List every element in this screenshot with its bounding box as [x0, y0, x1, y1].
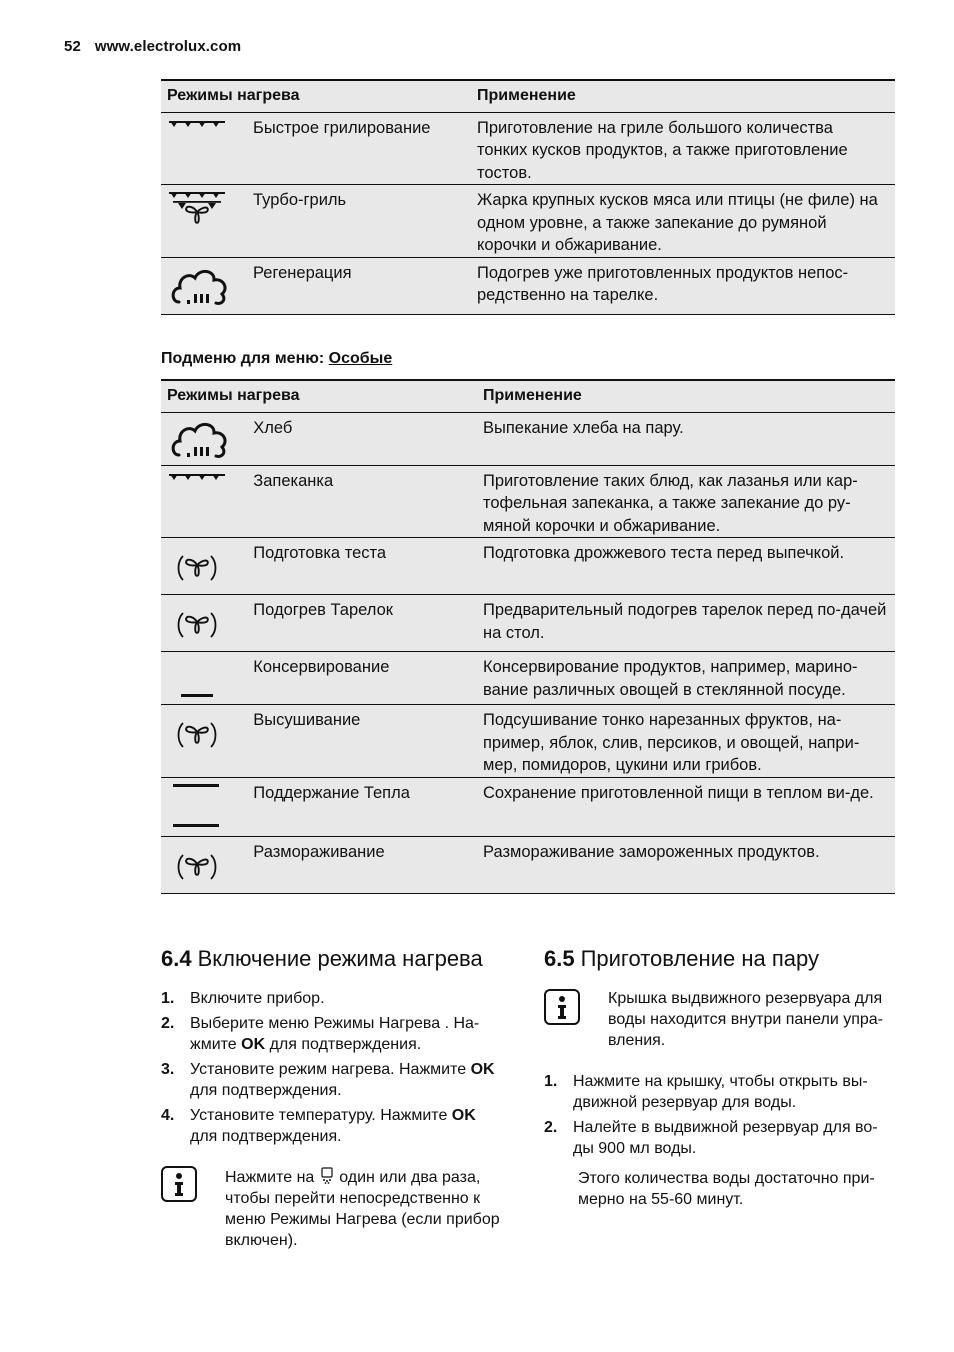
fan-icon: [161, 705, 247, 778]
col-header-mode: Режимы нагрева: [161, 80, 471, 112]
mode-name: Хлеб: [247, 412, 477, 465]
mode-application: Подготовка дрожжевого теста перед выпечкой.: [477, 538, 895, 595]
mode-name: Высушивание: [247, 705, 477, 778]
extra-note: Этого количества воды достаточно при-мерно на 55-60 минут.: [578, 1170, 875, 1208]
step-text: Налейте в выдвижной резервуар для во-ды 900 мл воды.: [573, 1119, 878, 1157]
grill-icon: [161, 465, 247, 538]
list-item: [161, 1013, 506, 1055]
bottom-heat-icon: [161, 652, 247, 705]
steam-button-icon: [319, 1167, 335, 1185]
table-row: [161, 836, 895, 893]
steam-regeneration-icon: [161, 257, 247, 314]
list-item: [161, 988, 506, 1009]
mode-application: Подсушивание тонко нарезанных фруктов, на-пример, яблок, слив, персиков, и овощей, напри-мер, помидоров, цукини или грибов.: [477, 705, 895, 778]
fan-icon: [161, 595, 247, 652]
fan-icon: [161, 538, 247, 595]
mode-application: Приготовление таких блюд, как лазанья или кар-тофельная запеканка, а также запекание до ру-мяной корочки и обжаривание.: [477, 465, 895, 538]
table-row: [161, 538, 895, 595]
mode-application: Консервирование продуктов, например, марино-вание различных овощей в стеклянной посуде.: [477, 652, 895, 705]
table-row: [161, 705, 895, 778]
mode-name: Консервирование: [247, 652, 477, 705]
section-number: 6.5: [544, 946, 575, 971]
mode-application: Предварительный подогрев тарелок перед по-дачей на стол.: [477, 595, 895, 652]
col-header-mode: Режимы нагрева: [161, 380, 477, 412]
page-header: [64, 38, 241, 55]
ok-key-label: OK: [470, 1061, 495, 1078]
mode-application: Сохранение приготовленной пищи в теплом ви-де.: [477, 777, 895, 836]
mode-name: Размораживание: [247, 836, 477, 893]
step-text: Выберите меню Режимы Нагрева . На-жмите: [190, 1015, 480, 1053]
section-title: Приготовление на пару: [580, 946, 819, 971]
table-row: [161, 465, 895, 538]
special-modes-table: [161, 379, 895, 894]
table-row: [161, 652, 895, 705]
step-number: 2.: [544, 1119, 558, 1136]
col-header-use: Применение: [477, 380, 895, 412]
steps-list: [544, 1071, 894, 1163]
fan-icon: [161, 836, 247, 893]
site-url: www.electrolux.com: [94, 38, 242, 55]
submenu-prefix: Подменю для меню:: [161, 350, 325, 367]
info-icon: [544, 989, 580, 1025]
submenu-name: Особые: [328, 350, 393, 367]
step-text: для подтверждения.: [190, 1128, 342, 1145]
mode-application: Жарка крупных кусков мяса или птицы (не филе) на одном уровне, а также запекание до румяной корочки и обжаривание.: [471, 185, 895, 258]
submenu-label: [161, 350, 392, 368]
mode-name: Регенерация: [247, 257, 471, 314]
ok-key-label: OK: [241, 1036, 266, 1053]
step-number: 4.: [161, 1107, 175, 1124]
step-text: для подтверждения.: [265, 1036, 422, 1053]
step-text: Установите температуру. Нажмите: [190, 1107, 452, 1124]
steps-list: [161, 988, 506, 1151]
step-number: 3.: [161, 1061, 175, 1078]
fast-grill-icon: [161, 112, 247, 185]
table-row: [161, 777, 895, 836]
table-row: [161, 412, 895, 465]
top-bottom-heat-icon: [161, 777, 247, 836]
mode-name: Подготовка теста: [247, 538, 477, 595]
table-row: [161, 257, 895, 314]
step-text: Установите режим нагрева. Нажмите: [190, 1061, 471, 1078]
step-number: 1.: [544, 1073, 558, 1090]
mode-name: Поддержание Тепла: [247, 777, 477, 836]
page-number: 52: [64, 38, 81, 55]
section-title: Включение режима нагрева: [197, 946, 483, 971]
heating-modes-table: [161, 79, 895, 315]
table-row: [161, 112, 895, 185]
step-text: Нажмите на крышку, чтобы открыть вы-движной резервуар для воды.: [573, 1073, 868, 1111]
turbo-grill-icon: [161, 185, 247, 258]
list-item: [544, 1117, 894, 1159]
mode-name: Турбо-гриль: [247, 185, 471, 258]
mode-application: Подогрев уже приготовленных продуктов непос-редственно на тарелке.: [471, 257, 895, 314]
col-header-use: Применение: [471, 80, 895, 112]
note-text-after: один или два раза, чтобы перейти непосредственно к меню Режимы Нагрева (если прибор включен).: [225, 1169, 500, 1249]
step-number: 2.: [161, 1015, 175, 1032]
mode-name: Быстрое грилирование: [247, 112, 471, 185]
list-item: [544, 1071, 894, 1113]
mode-name: Запеканка: [247, 465, 477, 538]
list-item: [161, 1059, 506, 1101]
table-row: [161, 185, 895, 258]
note-text-before: Нажмите на: [225, 1169, 315, 1186]
info-icon: [161, 1166, 197, 1202]
steam-bread-icon: [161, 412, 247, 465]
mode-application: Выпекание хлеба на пару.: [477, 412, 895, 465]
ok-key-label: OK: [451, 1107, 476, 1124]
step-text: Включите прибор.: [190, 990, 325, 1007]
table-row: [161, 595, 895, 652]
step-text: для подтверждения.: [190, 1082, 342, 1099]
list-item: [161, 1105, 506, 1147]
section-number: 6.4: [161, 946, 192, 971]
mode-application: Приготовление на гриле большого количества тонких кусков продуктов, а также приготовление тостов.: [471, 112, 895, 185]
mode-name: Подогрев Тарелок: [247, 595, 477, 652]
section-6-5-title: [544, 946, 819, 972]
info-note: [225, 1167, 510, 1251]
section-6-4-title: [161, 946, 483, 972]
info-note: Крышка выдвижного резервуара для воды находится внутри панели упра-вления.: [608, 990, 883, 1049]
mode-application: Размораживание замороженных продуктов.: [477, 836, 895, 893]
step-number: 1.: [161, 990, 175, 1007]
